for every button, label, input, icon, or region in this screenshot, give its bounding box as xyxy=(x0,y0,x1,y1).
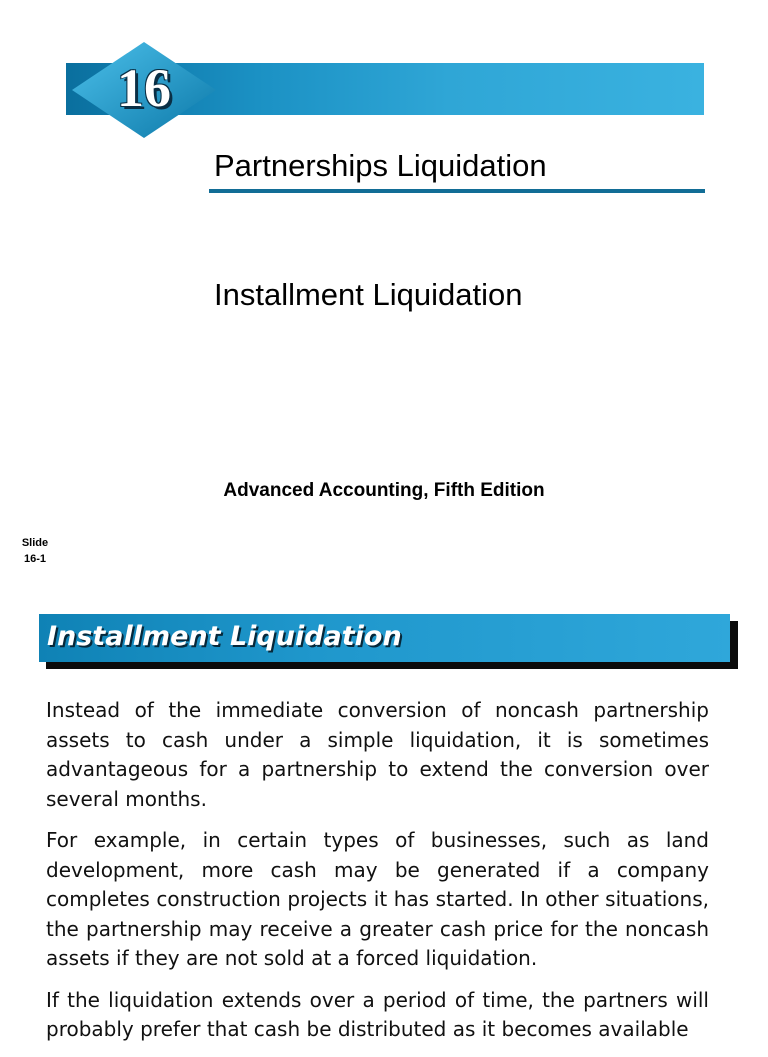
paragraph-1: Instead of the immediate conversion of noncash partnership assets to cash under a simple liquidation, it is sometimes advantageous for a partnership to extend the conversion over several months. xyxy=(46,698,709,811)
slide-number: 16-1 xyxy=(23,553,47,565)
body-text xyxy=(46,696,709,1057)
slide-label-text: Slide xyxy=(21,537,49,549)
title-underline xyxy=(209,189,705,193)
book-title: Advanced Accounting, Fifth Edition xyxy=(223,480,545,501)
paragraph-3: If the liquidation extends over a period of time, the partners will probably prefer that cash be distributed as it becomes available xyxy=(46,987,709,1041)
section-title: Installment Liquidation xyxy=(47,621,402,652)
slide-subtitle: Installment Liquidation xyxy=(214,277,523,312)
slide-number-label xyxy=(14,535,56,567)
chapter-number: 16 xyxy=(117,58,171,118)
paragraph-2: For example, in certain types of businesses, such as land development, more cash may be generated if a company completes construction projects it has started. In other situations, the partnership may receive a greater cash price for the noncash assets if they are not sold at a forced liquidation. xyxy=(46,828,709,970)
deck-title: Partnerships Liquidation xyxy=(214,148,547,183)
